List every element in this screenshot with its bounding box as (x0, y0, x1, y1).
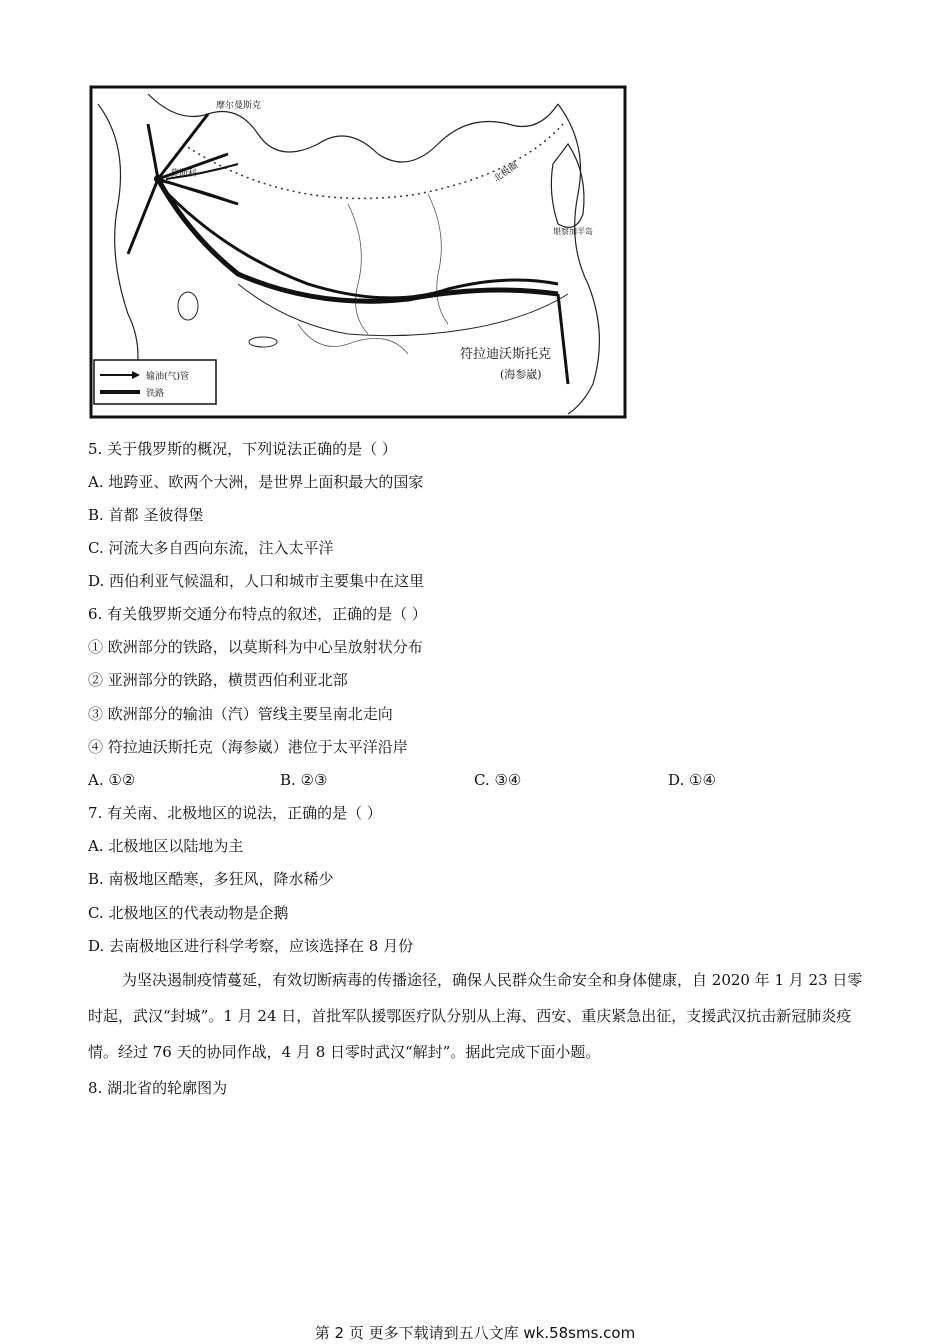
legend-pipeline-label: 输油(气)管 (146, 372, 190, 382)
q6-statement-2: ② 亚洲部分的铁路，横贯西伯利亚北部 (88, 671, 348, 689)
q6-statement-4: ④ 符拉迪沃斯托克（海参崴）港位于太平洋沿岸 (88, 738, 408, 756)
q6-statement-3: ③ 欧洲部分的输油（汽）管线主要呈南北走向 (88, 705, 393, 723)
label-vladivostok: 符拉迪沃斯托克 (460, 347, 552, 362)
q7-option-a: A. 北极地区以陆地为主 (88, 837, 244, 855)
q5-option-b: B. 首都 圣彼得堡 (88, 506, 204, 524)
q6-option-d: D. ①④ (668, 771, 716, 789)
russia-transport-map (88, 84, 628, 420)
q7-option-c: C. 北极地区的代表动物是企鹅 (88, 904, 289, 922)
legend-railway-label: 铁路 (146, 389, 165, 399)
q5-option-c: C. 河流大多自西向东流，注入太平洋 (88, 539, 334, 557)
label-arctic-circle: 北极圈 (492, 160, 521, 185)
q8-stem: 8. 湖北省的轮廓图为 (88, 1079, 228, 1097)
q5-option-a: A. 地跨亚、欧两个大洲，是世界上面积最大的国家 (88, 473, 424, 491)
q6-option-b: B. ②③ (280, 771, 328, 789)
q7-option-b: B. 南极地区酷寒，多狂风，降水稀少 (88, 870, 334, 888)
moscow-marker (154, 175, 162, 183)
q6-option-c: C. ③④ (474, 771, 522, 789)
passage-text: 为坚决遏制疫情蔓延，有效切断病毒的传播途径，确保人民群众生命安全和身体健康，自 2020 年 1 月 23 日零时起，武汉“封城”。1 月 24 日，首批军队援鄂医疗队分别从上海、西安、重庆紧急出征，支援武汉抗击新冠肺炎疫情。经过 76 天的协同作战，4 月 8 日零时武汉“解封”。据此完成下面小题。 (88, 971, 863, 1061)
q6-statement-1: ① 欧洲部分的铁路，以莫斯科为中心呈放射状分布 (88, 638, 423, 656)
label-moscow: 莫斯科 (170, 169, 198, 179)
q7-option-d: D. 去南极地区进行科学考察，应该选择在 8 月份 (88, 937, 414, 955)
page-footer: 第 2 页 更多下载请到五八文库 wk.58sms.com (314, 1324, 636, 1342)
label-murmansk: 摩尔曼斯克 (216, 101, 262, 111)
q7-stem: 7. 有关南、北极地区的说法，正确的是（ ） (88, 804, 382, 822)
q5-option-d: D. 西伯利亚气候温和，人口和城市主要集中在这里 (88, 572, 425, 590)
q6-option-a: A. ①② (88, 771, 136, 789)
label-kamchatka: 堪察加半岛 (553, 227, 593, 236)
q6-stem: 6. 有关俄罗斯交通分布特点的叙述，正确的是（ ） (88, 605, 427, 623)
label-vladivostok-alt: (海参崴) (500, 368, 542, 381)
q5-stem: 5. 关于俄罗斯的概况，下列说法正确的是（ ） (88, 440, 397, 458)
